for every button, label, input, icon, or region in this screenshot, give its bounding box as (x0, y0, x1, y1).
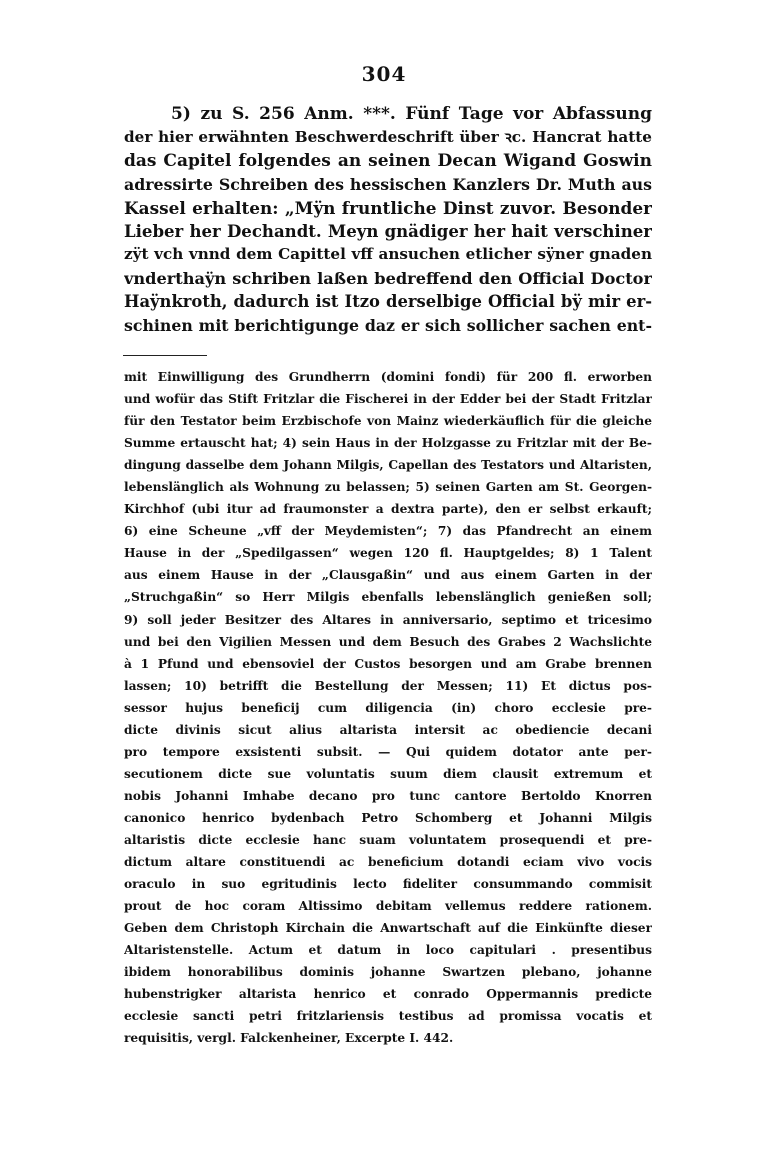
main-text-line: 5) zu S. 256 Anm. ***. Fünf Tage vor Abfassung (171, 104, 652, 124)
main-text-line: zÿt vch vnnd dem Capittel vff ansuchen etlicher sÿner gnaden (124, 245, 652, 264)
main-text-line: Haÿnkroth, dadurch ist Itzo derselbige Official bÿ mir er- (124, 292, 652, 312)
footnote-line: dictum altare constituendi ac beneficium dotandi eciam vivo vocis (124, 855, 652, 870)
footnote-line: ibidem honorabilibus dominis johanne Swartzen plebano, johanne (124, 965, 652, 980)
footnote-line: aus einem Hause in der „Clausgaßin“ und aus einem Garten in der (124, 568, 652, 583)
footnote-line: „Struchgaßin“ so Herr Milgis ebenfalls lebenslänglich genießen soll; (124, 590, 652, 605)
footnote-line: Altaristenstelle. Actum et datum in loco capitulari . presentibus (124, 943, 652, 958)
main-text-block (124, 103, 652, 337)
footnote-line: requisitis, vergl. Falckenheiner, Excerpte I. 442. (124, 1031, 454, 1046)
footnote-line: für den Testator beim Erzbischofe von Mainz wiederkäuflich für die gleiche (124, 414, 652, 429)
footnote-line: lassen; 10) betrifft die Bestellung der Messen; 11) Et dictus pos- (124, 678, 652, 693)
footnote-line: und wofür das Stift Fritzlar die Fischerei in der Edder bei der Stadt Fritzlar (124, 392, 652, 407)
page-number: 304 (361, 62, 407, 86)
main-text-line: vnderthaÿn schriben laßen bedreffend den Official Doctor (124, 268, 652, 288)
footnote-line: secutionem dicte sue voluntatis suum diem clausit extremum et (124, 766, 652, 781)
footnote-line: Geben dem Christoph Kirchain die Anwartschaft auf die Einkünfte dieser (124, 921, 652, 936)
footnote-line: Kirchhof (ubi itur ad fraumonster a dextra parte), den er selbst erkauft; (124, 502, 652, 517)
footnote-line: canonico henrico bydenbach Petro Schomberg et Johanni Milgis (124, 810, 652, 825)
main-text-line: das Capitel folgendes an seinen Decan Wigand Goswin (124, 150, 652, 171)
footnote-line: mit Einwilligung des Grundherrn (domini fondi) für 200 fl. erworben (124, 370, 652, 384)
footnote-line: ecclesie sancti petri fritzlariensis testibus ad promissa vocatis et (124, 1009, 652, 1024)
footnote-line: nobis Johanni Imhabe decano pro tunc cantore Bertoldo Knorren (124, 788, 652, 803)
main-text-line: Lieber her Dechandt. Meyn gnädiger her hait verschiner (124, 220, 652, 241)
main-text-line: adressirte Schreiben des hessischen Kanzlers Dr. Muth aus (124, 175, 652, 195)
footnote-line: hubenstrigker altarista henrico et conrado Oppermannis predicte (124, 987, 652, 1002)
footnote-line: 6) eine Scheune „vff der Meydemisten“; 7) das Pfandrecht an einem (124, 524, 652, 539)
main-text-line: schinen mit berichtigunge daz er sich sollicher sachen ent- (124, 315, 652, 335)
footnote-block (124, 366, 652, 1049)
footnote-line: lebenslänglich als Wohnung zu belassen; 5) seinen Garten am St. Georgen- (124, 480, 652, 495)
footnote-line: pro tempore exsistenti subsit. — Qui quidem dotator ante per- (124, 744, 652, 759)
footnote-line: dicte divinis sicut alius altarista intersit ac obediencie decani (124, 722, 652, 737)
footnote-line: dingung dasselbe dem Johann Milgis, Capellan des Testators und Altaristen, (124, 458, 652, 473)
main-text-line: Kassel erhalten: „Mÿn fruntliche Dinst zuvor. Besonder (124, 197, 652, 218)
footnote-line: Summe ertauscht hat; 4) sein Haus in der Holzgasse zu Fritzlar mit der Be- (124, 436, 652, 451)
footnote-line: sessor hujus beneficij cum diligencia (in) choro ecclesie pre- (124, 700, 652, 715)
footnote-line: à 1 Pfund und ebensoviel der Custos besorgen und am Grabe brennen (124, 656, 652, 671)
footnote-line: und bei den Vigilien Messen und dem Besuch des Grabes 2 Wachslichte (124, 634, 652, 649)
footnote-line: prout de hoc coram Altissimo debitam vellemus reddere rationem. (124, 899, 652, 914)
footnote-line: oraculo in suo egritudinis lecto fideliter consummando commisit (124, 877, 652, 892)
footnote-line: Hause in der „Spedilgassen“ wegen 120 fl. Hauptgeldes; 8) 1 Talent (124, 546, 652, 561)
main-text-line: der hier erwähnten Beschwerdeschrift über ꝛc. Hancrat hatte (124, 128, 652, 147)
footnote-line: 9) soll jeder Besitzer des Altares in anniversario, septimo et tricesimo (124, 612, 652, 627)
footnote-line: altaristis dicte ecclesie hanc suam voluntatem prosequendi et pre- (124, 832, 652, 847)
footnote-separator-rule (123, 355, 207, 356)
